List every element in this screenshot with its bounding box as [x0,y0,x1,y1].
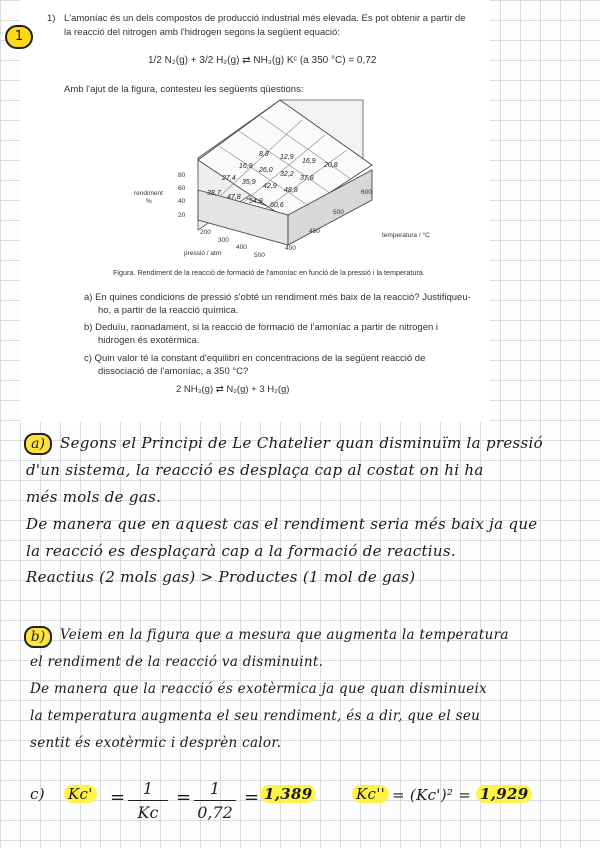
y-tick: 20 [178,212,186,219]
value-label: 16,9 [239,163,253,170]
answer-a-line: Reactius (2 mols gas) > Productes (1 mol de gas) [26,568,416,586]
answer-b-line: sentit és exotèrmic i desprèn calor. [30,735,282,751]
value-label: 27,4 [222,175,236,182]
y-tick: 40 [178,198,186,205]
answer-b-line: De manera que la reacció és exotèrmica ja que quan disminueix [30,681,488,697]
kc-double-prime-value-highlight: 1,929 [476,785,532,803]
fraction-one-over-value [194,779,236,822]
dissociation-equation: 2 NH₃(g) ⇄ N₂(g) + 3 H₂(g) [176,384,290,395]
answer-b-line: la temperatura augmenta el seu rendiment, és a dir, que el seu [30,708,481,724]
z-tick: 500 [333,209,344,216]
value-label: 16,9 [302,158,316,165]
y-tick: 60 [178,185,186,192]
reaction-equation: 1/2 N₂(g) + 3/2 H₂(g) ⇄ NH₃(g) Kᶜ (a 350 °C) = 0,72 [148,55,377,66]
value-label: 37,8 [300,175,314,182]
answer-a-label: a) [24,433,52,455]
z-tick: 600 [361,189,372,196]
answer-a-line: d'un sistema, la reacció es desplaça cap al costat on hi ha [26,461,484,479]
value-label: 38,7 [207,190,221,197]
answer-b-line: Veiem en la figura que a mesura que augmenta la temperatura [60,627,509,643]
kc-double-prime-value [476,785,532,803]
equals-sign: = [244,787,260,808]
z-tick: 400 [285,245,296,252]
y-axis-label-2: % [146,198,152,205]
subquestion-c-line-1: c) Quin valor té la constant d'equilibri en concentracions de la següent reacció de [84,353,426,364]
answer-a-line: Segons el Principi de Le Chatelier quan disminuïm la pressió [60,434,543,452]
value-label: 54,9 [249,198,263,205]
value-label: 26,0 [259,167,273,174]
figure-caption: Figura. Rendiment de la reacció de formació de l'amoníac en funció de la pressió i la temperatura. [113,268,425,277]
subquestion-a-line-2: ho, a partir de la reacció química. [98,305,239,316]
z-tick: 450 [309,228,320,235]
x-tick: 500 [254,252,265,259]
kc-double-prime-label [352,785,389,803]
y-tick: 80 [178,172,186,179]
answer-b-label: b) [24,626,52,648]
question-number-badge: 1 [5,25,33,49]
answer-b-line: el rendiment de la reacció va disminuint. [30,654,324,670]
fraction-denominator: 0,72 [194,800,236,822]
subquestion-c-line-2: dissociació de l'amoníac, a 350 °C? [98,366,249,377]
equals-sign: = [110,787,126,808]
subquestion-b-line-1: b) Deduïu, raonadament, si la reacció de formació de l'amoníac a partir de nitrogen i [84,322,439,333]
subquestion-b-line-2: hidrogen és exotèrmica. [98,335,200,346]
subquestion-a-line-1: a) En quines condicions de pressió s'obté un rendiment més baix de la reacció? Justifiqueu- [84,292,471,303]
yield-3d-chart [0,0,600,290]
value-label: 32,2 [280,171,294,178]
x-axis-label: pressió / atm [184,250,222,257]
y-axis-label-1: rendiment [134,190,163,197]
kc-prime-value-highlight: 1,389 [260,785,316,803]
kc-prime-highlight: Kc' [64,785,97,803]
figure-prompt: Amb l'ajut de la figura, contesteu les següents qüestions: [64,84,304,95]
value-label: 12,9 [280,154,294,161]
x-tick: 400 [236,244,247,251]
value-label: 48,8 [284,187,298,194]
value-label: 60,6 [270,202,284,209]
kc-prime-label [64,785,97,803]
fraction-numerator: 1 [142,779,154,798]
fraction-one-over-kc [128,779,168,822]
kc-prime-value [260,785,316,803]
kc-double-prime-highlight: Kc'' [352,785,389,803]
fraction-denominator: Kc [128,800,168,822]
fraction-numerator: 1 [209,779,221,798]
value-label: 35,9 [242,179,256,186]
value-label: 42,9 [263,183,277,190]
x-tick: 200 [200,229,211,236]
intro-line-2: la reacció del nitrogen amb l'hidrogen segons la següent equació: [64,27,340,38]
answer-a-line: més mols de gas. [26,488,162,506]
intro-line-1: L'amoníac és un dels compostos de producció industrial més elevada. Es pot obtenir a partir de [64,13,466,24]
question-number: 1) [47,13,56,24]
answer-a-line: De manera que en aquest cas el rendiment seria més baix ja que [26,515,538,533]
equals-sign: = [176,787,192,808]
value-label: 47,8 [227,194,241,201]
kc-double-prime-expression: = (Kc')² = [392,786,472,804]
z-axis-label: temperatura / °C [382,232,430,239]
answer-c-label: c) [30,785,45,803]
value-label: 8,8 [259,151,269,158]
value-label: 20,8 [324,162,338,169]
answer-a-line: la reacció es desplaçarà cap a la formació de reactius. [26,542,456,560]
x-tick: 300 [218,237,229,244]
